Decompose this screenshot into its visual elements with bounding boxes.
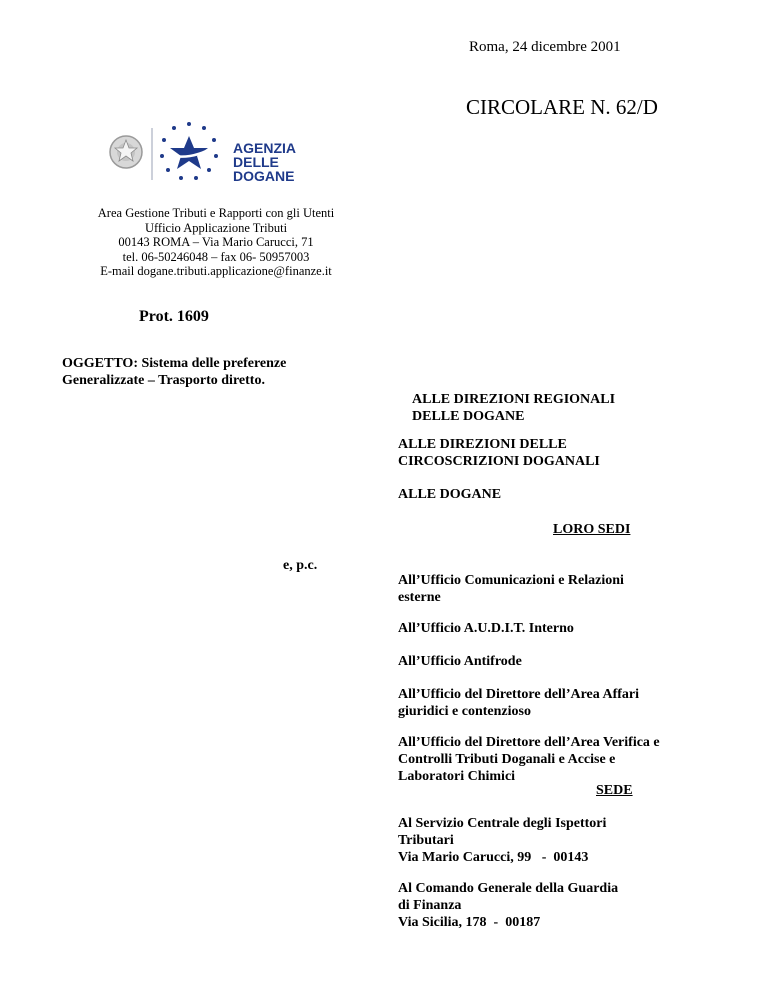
subject: OGGETTO: Sistema delle preferenze Generalizzate – Trasporto diretto. [62,356,287,388]
logo-text-dogane: DOGANE [233,168,295,184]
recipient-line: DELLE DOGANE [412,409,525,424]
recipient-line: CIRCOSCRIZIONI DOGANALI [398,454,600,469]
recipient-inspectors [398,815,606,866]
epc-label: e, p.c. [283,558,318,573]
office-line: Area Gestione Tributi e Rapporti con gli Utenti [97,206,335,220]
recipient-verifica [398,734,660,785]
logo-text-delle: DELLE [233,154,279,170]
recipient-line: ALLE DIREZIONI REGIONALI [412,392,616,407]
recipient-line: Via Sicilia, 178 - 00187 [398,915,541,930]
recipient-customs: ALLE DOGANE [398,487,502,502]
office-line: tel. 06-50246048 – fax 06- 50957003 [122,249,310,264]
recipient-antifrode: All’Ufficio Antifrode [398,654,522,669]
recipient-line: Al Servizio Centrale degli Ispettori [398,816,607,831]
recipient-districts [398,436,600,470]
recipient-audit: All’Ufficio A.U.D.I.T. Interno [398,621,574,636]
recipient-line: All’Ufficio del Direttore dell’Area Verifica e [398,735,660,750]
recipient-legal [398,686,639,720]
loro-sedi: LORO SEDI [553,522,631,537]
protocol-number: Prot. 1609 [139,308,209,325]
office-line: 00143 ROMA – Via Mario Carucci, 71 [118,235,314,249]
recipient-guardia-finanza [398,880,618,931]
recipient-line: Tributari [398,833,454,848]
recipient-line: All’Ufficio del Direttore dell’Area Affari [398,687,640,702]
logo-text-agenzia: AGENZIA [233,140,296,156]
recipient-line: Al Comando Generale della Guardia [398,881,619,896]
office-line: Ufficio Applicazione Tributi [144,220,288,235]
recipient-line: ALLE DIREZIONI DELLE [398,437,567,452]
recipient-line: All’Ufficio Comunicazioni e Relazioni [398,573,624,588]
office-address-block [68,206,364,279]
office-email: E-mail dogane.tributi.applicazione@finanze.it [100,264,332,278]
recipient-line: giuridici e contenzioso [398,704,531,719]
recipient-line: di Finanza [398,898,462,913]
recipient-regional [412,391,615,425]
sede: SEDE [596,783,633,798]
recipient-line: Laboratori Chimici [398,769,516,784]
recipient-line: esterne [398,590,441,605]
recipient-line: Controlli Tributi Doganali e Accise e [398,752,616,767]
circular-title: CIRCOLARE N. 62/D [466,95,658,119]
recipient-communications [398,572,624,606]
agency-logo [104,118,314,190]
document-date: Roma, 24 dicembre 2001 [469,39,621,55]
recipient-line: Via Mario Carucci, 99 - 00143 [398,850,589,865]
